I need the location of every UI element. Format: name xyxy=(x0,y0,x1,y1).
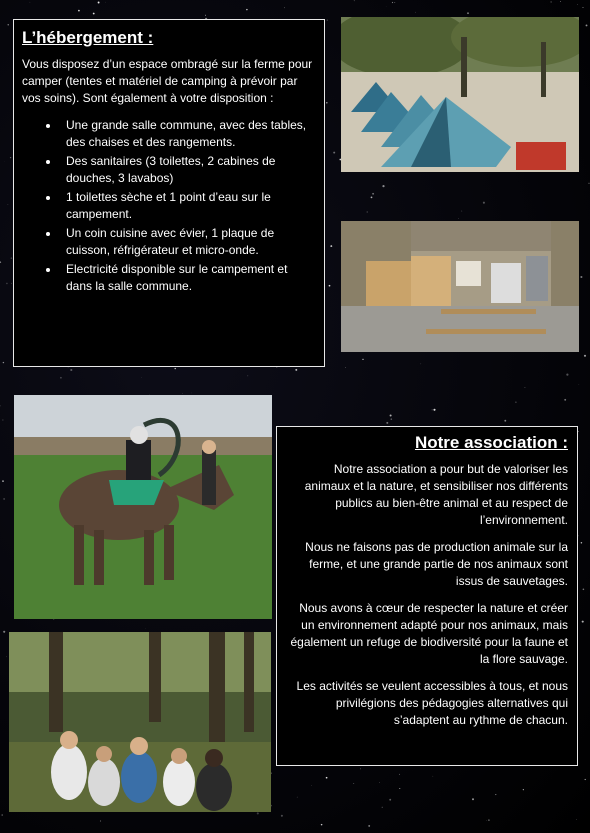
star xyxy=(297,797,298,798)
star xyxy=(432,409,433,410)
star xyxy=(98,2,100,4)
star xyxy=(523,789,524,790)
star xyxy=(389,799,391,801)
star xyxy=(321,824,323,826)
star xyxy=(368,825,370,827)
star xyxy=(392,2,393,3)
star xyxy=(581,542,583,544)
star xyxy=(386,422,388,424)
star xyxy=(504,420,506,422)
star xyxy=(420,363,421,364)
star xyxy=(488,819,490,821)
star xyxy=(145,628,146,629)
association-paragraph: Notre association a pour but de valoriser les animaux et la nature, et sensibiliser nos différents publics au bien-être animal et au respect de l’environnement. xyxy=(304,462,568,527)
star xyxy=(583,588,585,590)
amenities-list xyxy=(22,117,316,295)
common-room-photo xyxy=(341,221,579,352)
star xyxy=(354,0,355,1)
star xyxy=(295,369,297,371)
association-paragraph: Les activités se veulent accessibles à tous, et nous privilégions des pédagogies alternatives qui s’adaptent au rythme de chacun. xyxy=(296,679,568,727)
association-paragraph: Nous avons à cœur de respecter la nature et créer un environnement adapté pour nos animaux, mais également un refuge de biodiversité pour la faune et la flore sauvage. xyxy=(290,601,568,666)
star xyxy=(284,7,285,8)
star xyxy=(382,185,384,187)
star xyxy=(584,355,586,357)
star xyxy=(329,285,331,287)
star xyxy=(345,367,346,368)
star xyxy=(582,621,584,623)
star xyxy=(247,375,248,376)
star xyxy=(472,798,474,800)
star xyxy=(175,368,176,369)
child-on-donkey-photo xyxy=(14,395,272,619)
star xyxy=(399,774,400,775)
star xyxy=(382,807,383,808)
star xyxy=(578,431,579,432)
star xyxy=(551,1,552,2)
hebergement-panel xyxy=(13,19,325,367)
association-panel xyxy=(276,426,578,766)
star xyxy=(0,261,1,263)
star xyxy=(60,377,62,379)
star xyxy=(583,7,584,8)
star xyxy=(495,794,496,795)
star xyxy=(524,387,525,388)
list-item: • Un coin cuisine avec évier, 1 plaque de cuisson, réfrigérateur et micro-onde. xyxy=(60,225,316,259)
star xyxy=(6,656,7,657)
star xyxy=(8,24,9,25)
star xyxy=(8,204,9,205)
star xyxy=(11,283,12,284)
star xyxy=(461,211,462,212)
star xyxy=(78,10,80,12)
star xyxy=(330,245,332,247)
star xyxy=(458,218,459,219)
star xyxy=(564,399,566,401)
star xyxy=(1,814,3,816)
star xyxy=(3,362,4,363)
children-in-forest-photo xyxy=(9,632,271,812)
star xyxy=(394,2,395,3)
star xyxy=(191,393,192,394)
star xyxy=(326,777,328,779)
star xyxy=(467,12,469,14)
list-item: • Des sanitaires (3 toilettes, 2 cabines de douches, 3 lavabos) xyxy=(60,153,316,187)
star xyxy=(10,157,11,158)
star xyxy=(333,152,335,154)
star xyxy=(3,498,4,499)
star xyxy=(399,788,400,789)
list-item: • 1 toilettes sèche et 1 point d’eau sur le campement. xyxy=(60,189,316,223)
star xyxy=(586,24,588,26)
star xyxy=(2,420,3,421)
association-paragraph: Nous ne faisons pas de production animale sur la ferme, et une grande partie de nos animaux sont issus de sauvetages. xyxy=(305,540,568,588)
star xyxy=(515,401,516,402)
star xyxy=(372,193,374,195)
star xyxy=(326,102,328,104)
star xyxy=(311,785,312,786)
star xyxy=(30,2,31,3)
star xyxy=(588,183,589,184)
star xyxy=(580,276,582,278)
star xyxy=(576,819,577,820)
list-item: • Electricité disponible sur le campement et dans la salle commune. xyxy=(60,261,316,295)
star xyxy=(362,359,363,360)
star xyxy=(566,374,568,376)
star xyxy=(70,369,72,371)
star xyxy=(360,769,361,770)
star xyxy=(585,779,586,780)
star xyxy=(379,782,380,783)
star xyxy=(390,414,392,416)
star xyxy=(0,405,1,406)
star xyxy=(182,393,183,394)
hebergement-intro: Vous disposez d’un espace ombragé sur la ferme pour camper (tentes et matériel de camping à prévoir par vos soins). Sont également à votre disposition : xyxy=(22,57,313,105)
star xyxy=(483,202,485,204)
star xyxy=(281,815,283,817)
star xyxy=(391,418,393,420)
star xyxy=(327,20,328,21)
star xyxy=(6,283,8,285)
star xyxy=(246,9,247,10)
hebergement-title: L’hébergement : xyxy=(22,28,154,47)
star xyxy=(367,211,368,212)
list-item: • Une grande salle commune, avec des tables, des chaises et des rangements. xyxy=(60,117,316,151)
star xyxy=(415,12,416,13)
star xyxy=(11,257,13,259)
camping-tents-photo xyxy=(341,17,579,172)
star xyxy=(371,197,373,199)
star xyxy=(93,13,95,15)
star xyxy=(205,15,206,16)
association-title: Notre association : xyxy=(414,433,568,452)
star xyxy=(353,783,354,784)
star xyxy=(257,812,259,814)
star xyxy=(577,4,578,5)
star xyxy=(141,377,142,378)
star xyxy=(2,480,4,482)
star xyxy=(433,409,435,411)
star xyxy=(3,631,5,633)
star xyxy=(100,820,101,821)
star xyxy=(560,1,561,2)
